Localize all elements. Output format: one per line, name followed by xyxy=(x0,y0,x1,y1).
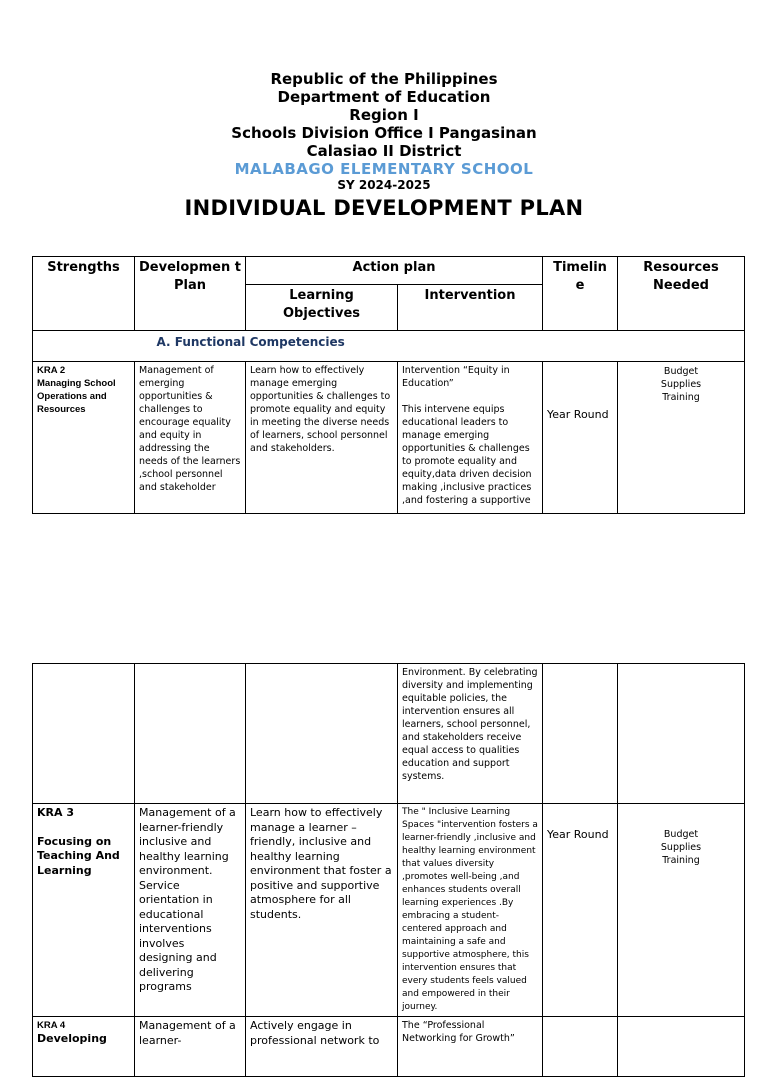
header-republic: Republic of the Philippines xyxy=(270,70,498,88)
strength-cell xyxy=(33,1017,135,1077)
header-division: Schools Division Office I Pangasinan xyxy=(231,124,537,142)
resources-cell xyxy=(618,804,745,1017)
school-name: MALABAGO ELEMENTARY SCHOOL xyxy=(234,160,534,178)
timeline-cell: Year Round xyxy=(543,804,618,1017)
header-resources: Resources Needed xyxy=(618,257,745,331)
kra-title: Managing School Operations and Resources xyxy=(37,378,116,415)
header-action-plan: Action plan xyxy=(246,257,543,285)
kra-title: Developing xyxy=(37,1032,107,1045)
kra-number: KRA 4 xyxy=(37,1020,66,1031)
idp-table-page-2 xyxy=(32,663,745,1077)
section-title: A. Functional Competencies xyxy=(135,331,745,362)
table-row xyxy=(33,804,745,1017)
timeline-cell: Year Round xyxy=(543,362,618,514)
resource-item: Training xyxy=(662,855,700,866)
resource-item: Budget xyxy=(663,366,699,377)
header-timeline: Timelin e xyxy=(543,257,618,331)
resources-cell xyxy=(618,362,745,514)
idp-table-page-1 xyxy=(32,256,745,514)
resource-item: Supplies xyxy=(660,842,702,853)
development-plan-cell: Management of emerging opportunities & challenges to encourage equality and equity in addressing the needs of the learners ,school personnel and stakeholder xyxy=(135,362,246,514)
table-row xyxy=(33,1017,745,1077)
development-plan-cell: Management of a learner-friendly inclusive and healthy learning environment. Service orientation in educational interventions involves designing and delivering programs xyxy=(135,804,246,1017)
section-spacer xyxy=(33,331,135,362)
kra-number: KRA 3 xyxy=(37,806,74,819)
strength-cell xyxy=(33,362,135,514)
intervention-cell xyxy=(398,362,543,514)
header-district: Calasiao II District xyxy=(306,142,462,160)
header-intervention: Intervention xyxy=(398,285,543,331)
header-department: Department of Education xyxy=(277,88,491,106)
resource-item: Training xyxy=(662,392,700,403)
page-title: INDIVIDUAL DEVELOPMENT PLAN xyxy=(184,196,584,220)
learning-objectives-cell: Actively engage in professional network to xyxy=(246,1017,398,1077)
school-year: SY 2024-2025 xyxy=(337,178,431,192)
strength-cell xyxy=(33,804,135,1017)
resource-item: Budget xyxy=(663,829,699,840)
table-row xyxy=(33,664,745,804)
development-plan-cell: Management of a learner- xyxy=(135,1017,246,1077)
intervention-title: Intervention “Equity in Education” xyxy=(402,365,510,389)
kra-number: KRA 2 xyxy=(37,365,66,376)
intervention-cell: The " Inclusive Learning Spaces "intervention fosters a learner-friendly ,inclusive and healthy learning environment that values diversity ,promotes well-being ,and enhances students overall learning experiences .By embracing a student-centered approach and maintaining a safe and supportive atmosphere, this intervention ensures that every students feels valued and empowered in their journey. xyxy=(398,804,543,1017)
intervention-text: This intervene equips educational leaders to manage emerging opportunities & challenges to promote equality and equity,data driven decision making ,inclusive practices ,and fostering a supportive xyxy=(402,404,532,506)
learning-objectives-cell: Learn how to effectively manage emerging opportunities & challenges to promote equality and equity in meeting the diverse needs of learners, school personnel and stakeholders. xyxy=(246,362,398,514)
header-learning-objectives: Learning Objectives xyxy=(246,285,398,331)
intervention-cell: The “Professional Networking for Growth” xyxy=(398,1017,543,1077)
learning-objectives-cell: Learn how to effectively manage a learner – friendly, inclusive and healthy learning environment that foster a positive and supportive atmosphere for all students. xyxy=(246,804,398,1017)
header-strengths: Strengths xyxy=(33,257,135,331)
intervention-continued-cell: Environment. By celebrating diversity and implementing equitable policies, the intervention ensures all learners, school personnel, and stakeholders receive equal access to qualities education and support systems. xyxy=(398,664,543,804)
table-row xyxy=(33,362,745,514)
header-development-plan: Developmen t Plan xyxy=(135,257,246,331)
kra-title: Focusing on Teaching And Learning xyxy=(37,834,120,877)
document-header xyxy=(0,70,768,222)
header-region: Region I xyxy=(349,106,419,124)
resource-item: Supplies xyxy=(660,379,702,390)
